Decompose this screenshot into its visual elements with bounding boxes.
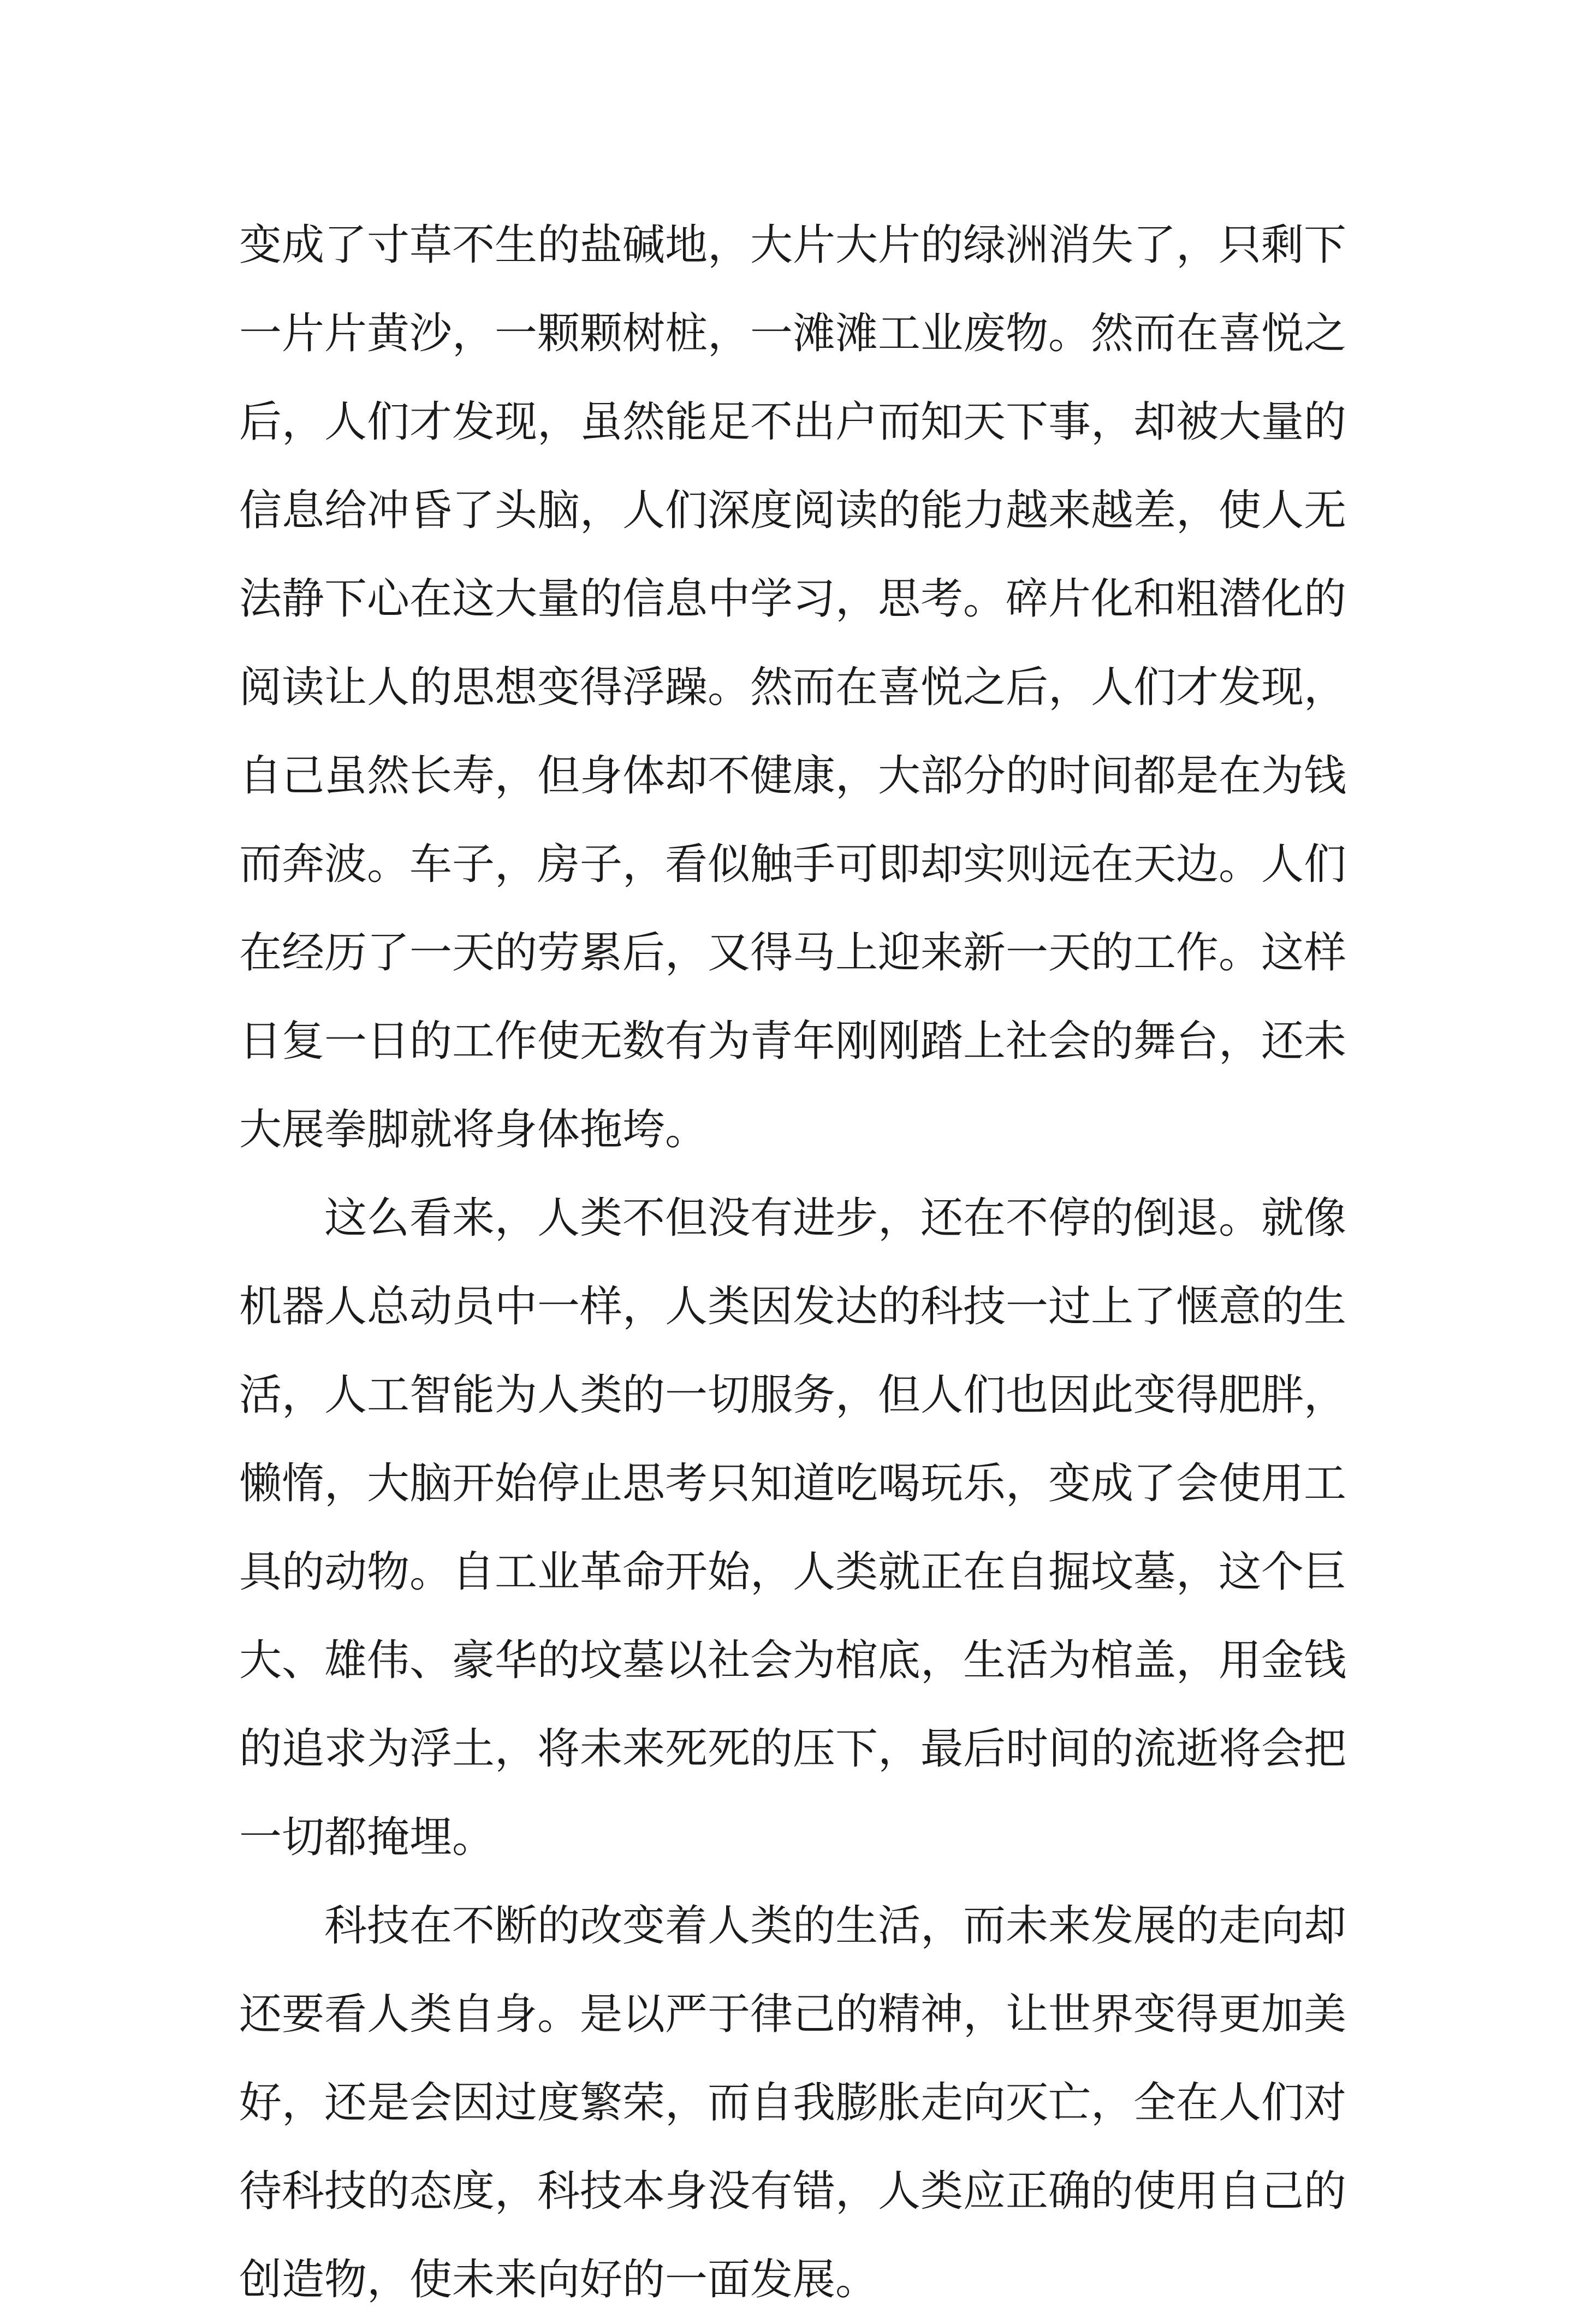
paragraph-line: 一片片黄沙，一颗颗树桩，一滩滩工业废物。然而在喜悦之 — [239, 309, 1347, 358]
paragraph-line: 这么看来，人类不但没有进步，还在不停的倒退。就像 — [324, 1194, 1347, 1243]
paragraph-line: 机器人总动员中一样，人类因发达的科技一过上了惬意的生 — [239, 1282, 1347, 1331]
paragraph-line: 法静下心在这大量的信息中学习，思考。碎片化和粗潜化的 — [239, 574, 1347, 624]
paragraph-line: 阅读让人的思想变得浮躁。然而在喜悦之后，人们才发现， — [239, 663, 1347, 712]
paragraph-line: 的追求为浮土，将未来死死的压下，最后时间的流逝将会把 — [239, 1724, 1347, 1774]
paragraph-line: 后，人们才发现，虽然能足不出户而知天下事，却被大量的 — [239, 398, 1347, 447]
paragraph-line: 科技在不断的改变着人类的生活，而未来发展的走向却 — [324, 1901, 1347, 1950]
paragraph-line: 自己虽然长寿，但身体却不健康，大部分的时间都是在为钱 — [239, 751, 1347, 801]
paragraph-line: 变成了寸草不生的盐碱地，大片大片的绿洲消失了，只剩下 — [239, 221, 1347, 270]
paragraph-line: 还要看人类自身。是以严于律己的精神，让世界变得更加美 — [239, 1990, 1347, 2039]
paragraph-2 — [239, 1174, 1354, 1882]
paragraph-line: 而奔波。车子，房子，看似触手可即却实则远在天边。人们 — [239, 840, 1347, 889]
paragraph-line: 具的动物。自工业革命开始，人类就正在自掘坟墓，这个巨 — [239, 1548, 1347, 1597]
paragraph-1 — [239, 201, 1354, 1174]
paragraph-line: 待科技的态度，科技本身没有错，人类应正确的使用自己的 — [239, 2167, 1347, 2216]
paragraph-line: 日复一日的工作使无数有为青年刚刚踏上社会的舞台，还未 — [239, 1017, 1347, 1066]
document-body — [239, 201, 1354, 2324]
paragraph-3 — [239, 1882, 1354, 2324]
paragraph-line: 创造物，使未来向好的一面发展。 — [239, 2255, 878, 2304]
paragraph-line: 大展拳脚就将身体拖垮。 — [239, 1105, 708, 1154]
paragraph-line: 大、雄伟、豪华的坟墓以社会为棺底，生活为棺盖，用金钱 — [239, 1636, 1347, 1685]
paragraph-line: 活，人工智能为人类的一切服务，但人们也因此变得肥胖， — [239, 1371, 1347, 1420]
paragraph-line: 在经历了一天的劳累后，又得马上迎来新一天的工作。这样 — [239, 928, 1347, 977]
paragraph-line: 懒惰，大脑开始停止思考只知道吃喝玩乐，变成了会使用工 — [239, 1459, 1347, 1508]
paragraph-line: 好，还是会因过度繁荣，而自我膨胀走向灭亡，全在人们对 — [239, 2078, 1347, 2127]
paragraph-line: 一切都掩埋。 — [239, 1813, 495, 1862]
paragraph-line: 信息给冲昏了头脑，人们深度阅读的能力越来越差，使人无 — [239, 486, 1347, 535]
